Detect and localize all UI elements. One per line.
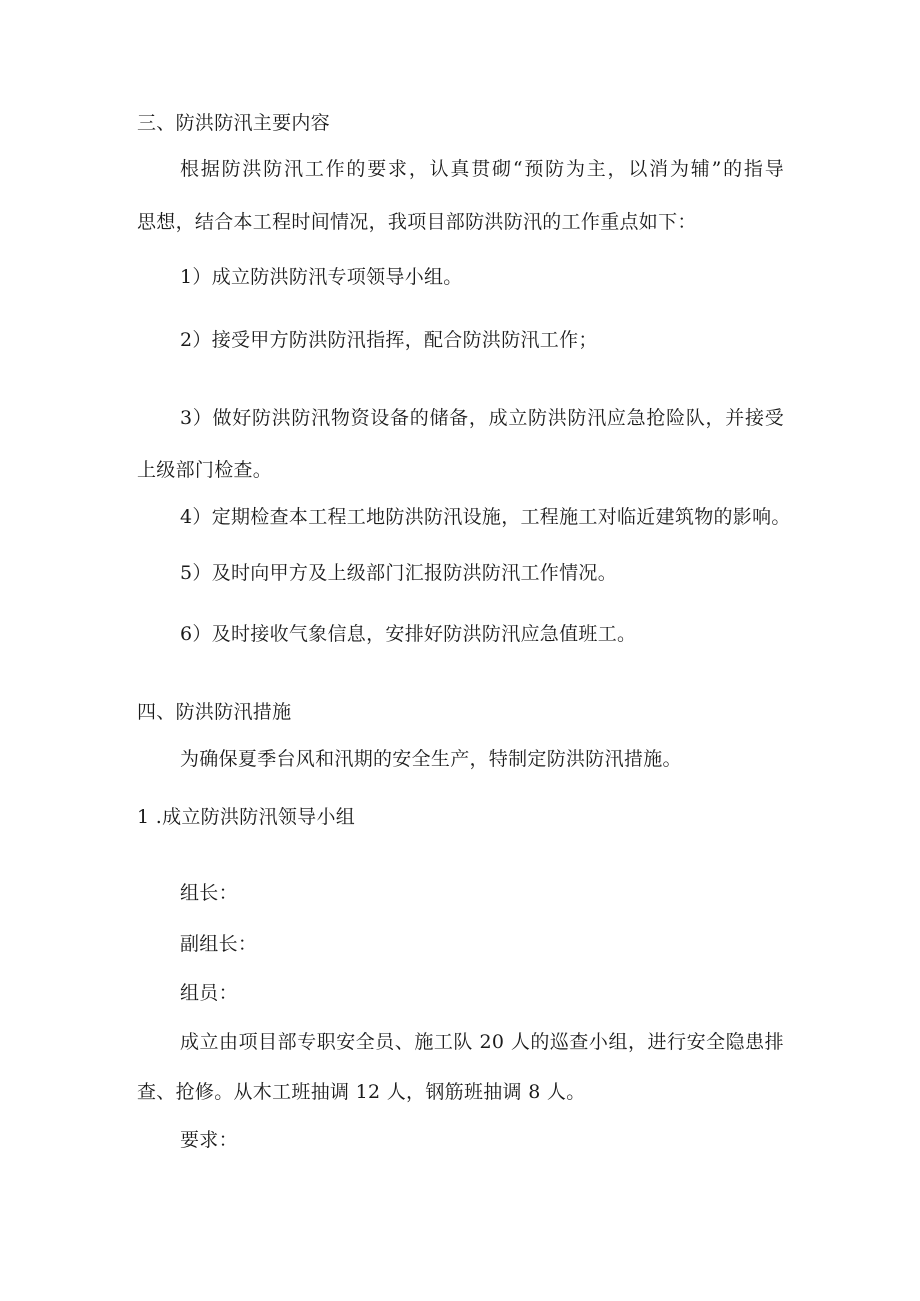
item-1: 1）成立防洪防汛专项领导小组。 [180, 266, 463, 288]
item-3-line-1: 3）做好防洪防汛物资设备的储备，成立防洪防汛应急抢险队，并接受 [180, 407, 784, 429]
patrol-team-line-1: 成立由项目部专职安全员、施工队 20 人的巡查小组，进行安全隐患排 [180, 1031, 784, 1053]
section-3-intro-line-2: 思想，结合本工程时间情况，我项目部防洪防汛的工作重点如下： [137, 211, 697, 233]
item-2: 2）接受甲方防洪防汛指挥，配合防洪防汛工作； [180, 329, 598, 351]
section-4-heading: 四、防洪防汛措施 [137, 701, 292, 723]
section-3-heading: 三、防洪防汛主要内容 [137, 112, 331, 134]
requirements-label: 要求： [180, 1129, 238, 1151]
section-3-intro-line-1: 根据防洪防汛工作的要求，认真贯砌“预防为主，以消为辅”的指导 [180, 158, 784, 180]
leader-label: 组长： [180, 882, 238, 904]
subsection-1-title: 1 .成立防洪防汛领导小组 [137, 806, 356, 828]
section-4-intro: 为确保夏季台风和汛期的安全生产，特制定防洪防汛措施。 [180, 748, 682, 770]
item-4: 4）定期检查本工程工地防洪防汛设施，工程施工对临近建筑物的影响。 [180, 506, 791, 528]
patrol-team-line-2: 查、抢修。从木工班抽调 12 人，钢筋班抽调 8 人。 [137, 1081, 586, 1103]
item-6: 6）及时接收气象信息，安排好防洪防汛应急值班工。 [180, 623, 637, 645]
deputy-leader-label: 副组长： [180, 933, 258, 955]
item-3-line-2: 上级部门检查。 [137, 459, 273, 481]
item-5: 5）及时向甲方及上级部门汇报防洪防汛工作情况。 [180, 562, 617, 584]
members-label: 组员： [180, 982, 238, 1004]
